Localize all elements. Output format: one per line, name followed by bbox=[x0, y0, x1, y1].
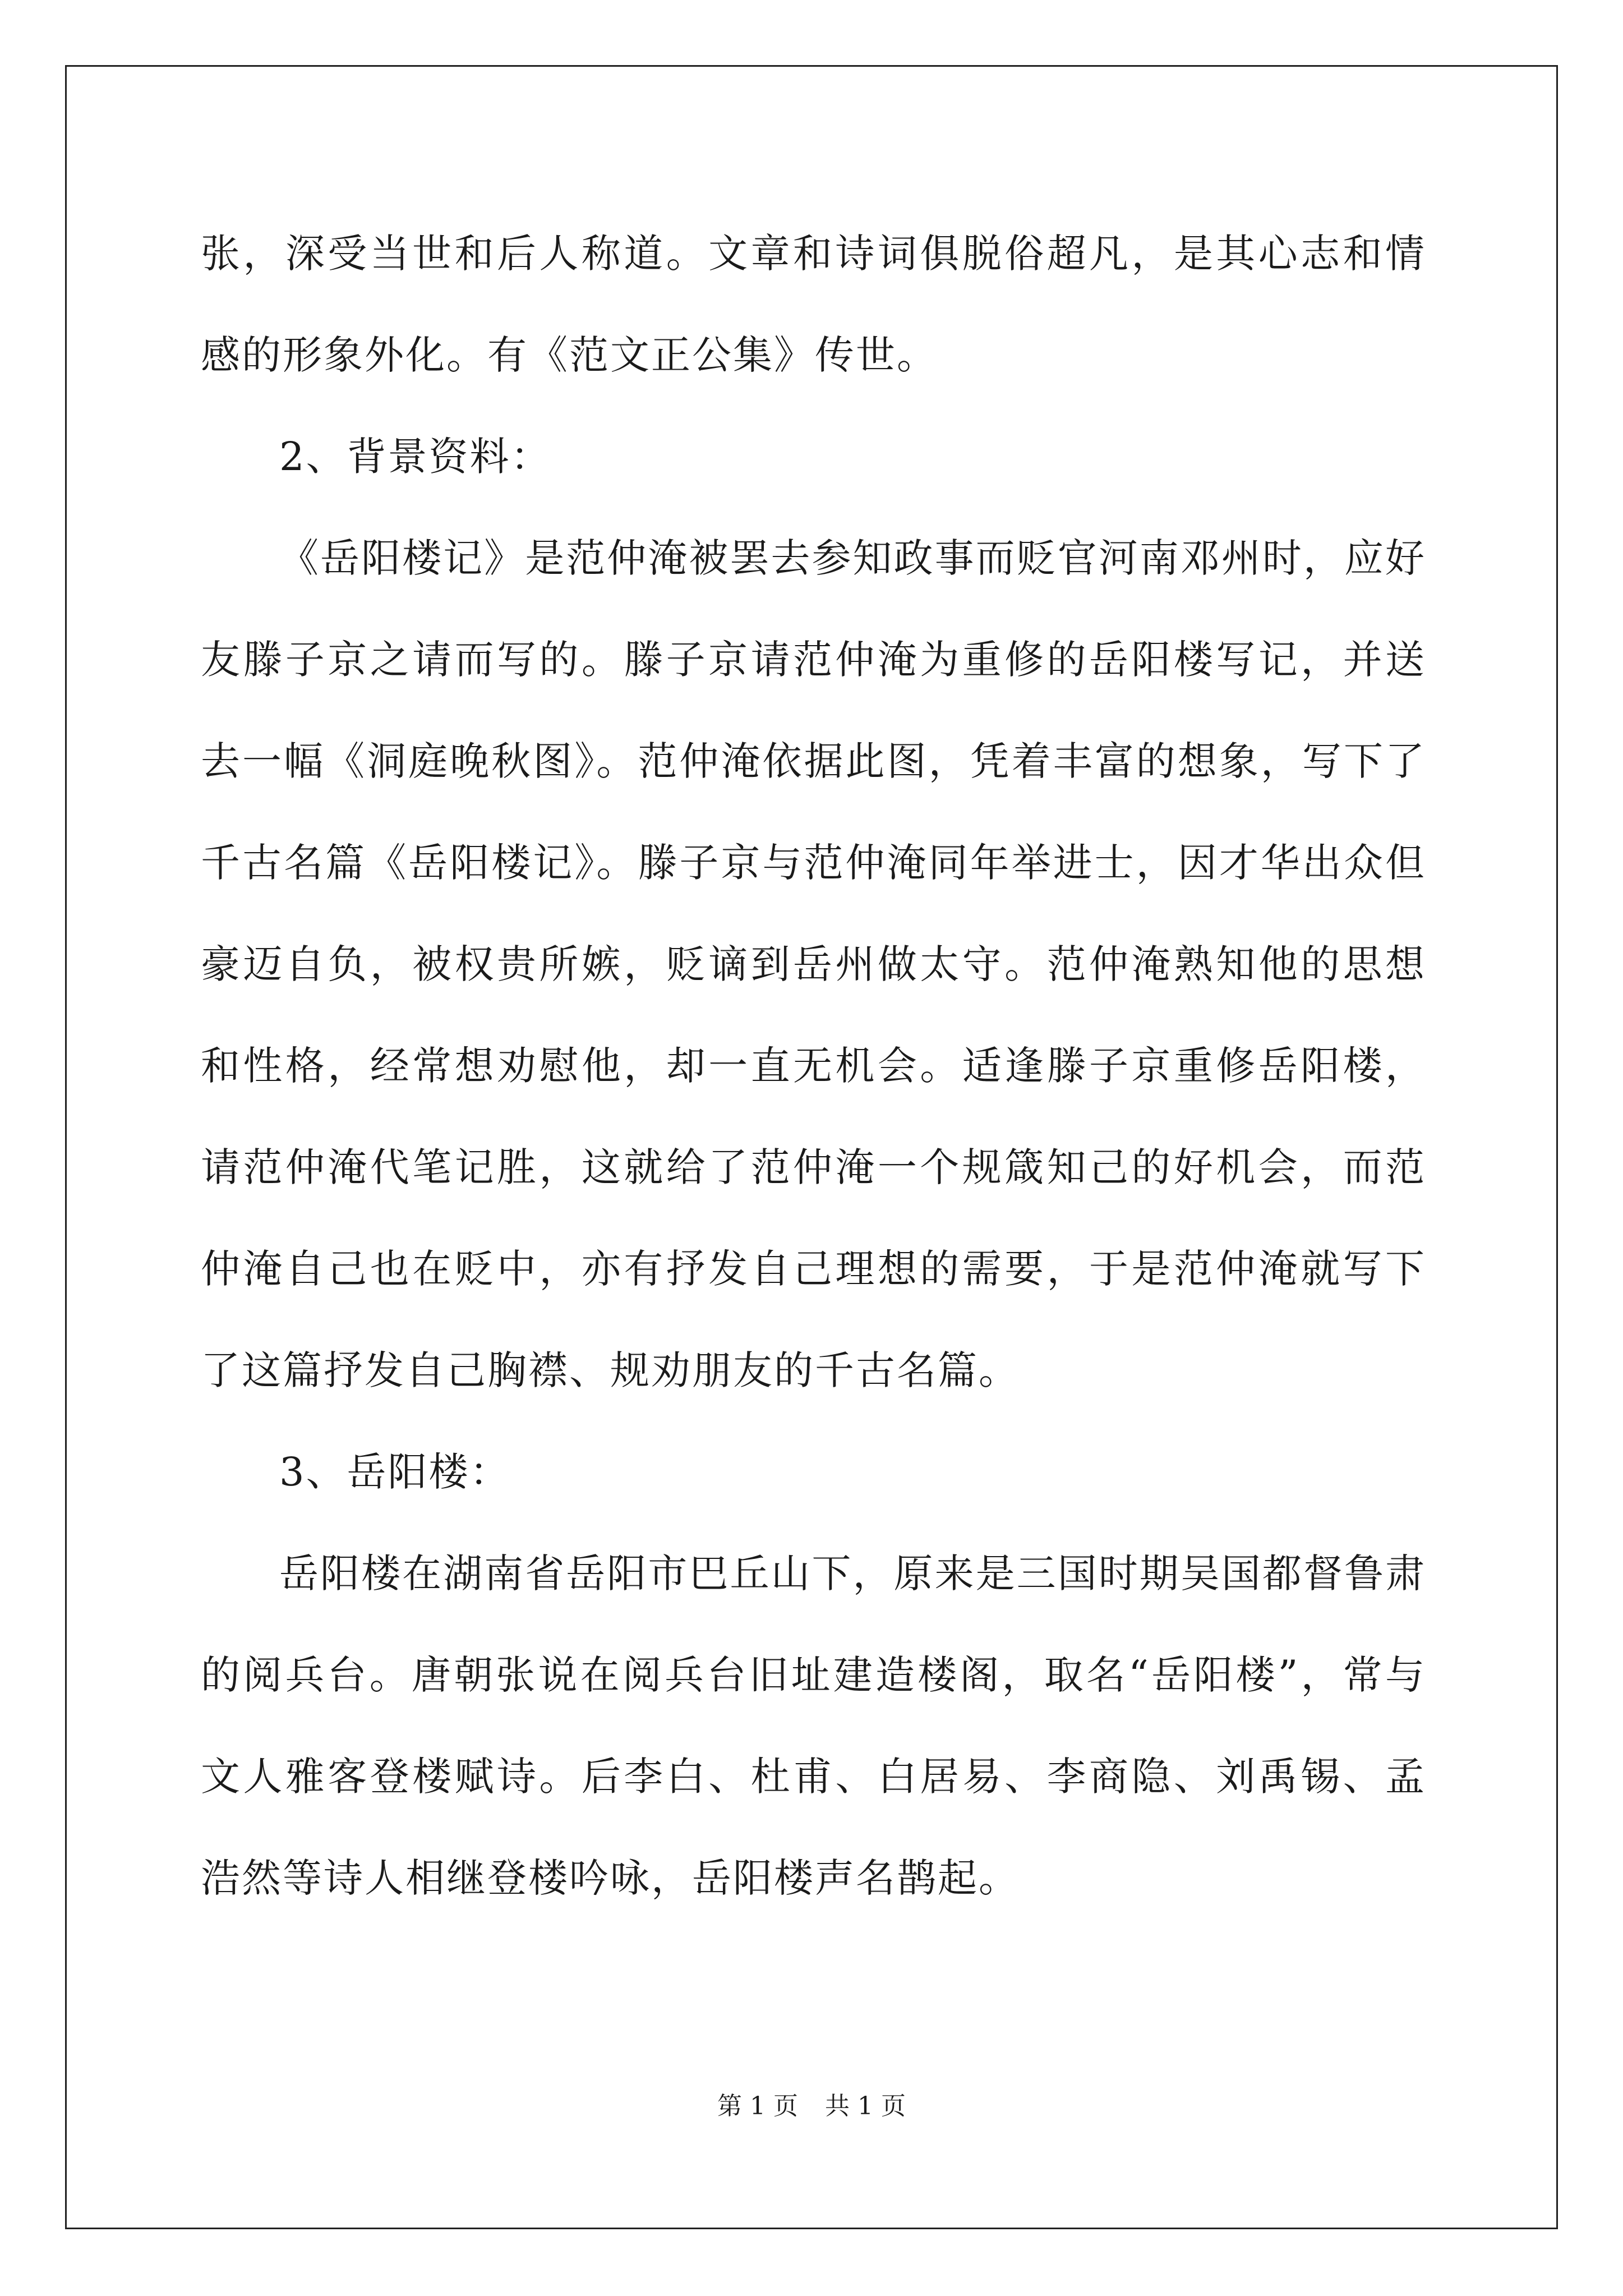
paragraph-yueyang-tower: 岳阳楼在湖南省岳阳市巴丘山下，原来是三国时期吴国都督鲁肃的阅兵台。唐朝张说在阅兵台旧址建造楼阁，取名“岳阳楼”，常与文人雅客登楼赋诗。后李白、杜甫、白居易、李商隐、刘禹锡、孟浩然等诗人相继登楼吟咏，岳阳楼声名鹊起。 bbox=[201, 1550, 1426, 1901]
paragraph-background: 《岳阳楼记》是范仲淹被罢去参知政事而贬官河南邓州时，应好友滕子京之请而写的。滕子京请范仲淹为重修的岳阳楼写记，并送去一幅《洞庭晚秋图》。范仲淹依据此图，凭着丰富的想象，写下了千古名篇《岳阳楼记》。滕子京与范仲淹同年举进士，因才华出众但豪迈自负，被权贵所嫉，贬谪到岳州做太守。范仲淹熟知他的思想和性格，经常想劝慰他，却一直无机会。适逢滕子京重修岳阳楼，请范仲淹代笔记胜，这就给了范仲淹一个规箴知己的好机会，而范仲淹自己也在贬中，亦有抒发自己理想的需要，于是范仲淹就写下了这篇抒发自己胸襟、规劝朋友的千古名篇。 bbox=[201, 535, 1426, 1393]
page-number: 第 1 页 bbox=[717, 2092, 798, 2120]
page-footer bbox=[0, 2090, 1623, 2123]
page-total: 共 1 页 bbox=[825, 2092, 906, 2120]
section-heading-yueyang-tower: 3、岳阳楼： bbox=[279, 1449, 511, 1495]
paragraph-intro-continuation: 张，深受当世和后人称道。文章和诗词俱脱俗超凡，是其心志和情感的形象外化。有《范文正公集》传世。 bbox=[201, 231, 1426, 378]
document-body bbox=[201, 203, 1426, 1929]
section-heading-background: 2、背景资料： bbox=[279, 434, 552, 480]
